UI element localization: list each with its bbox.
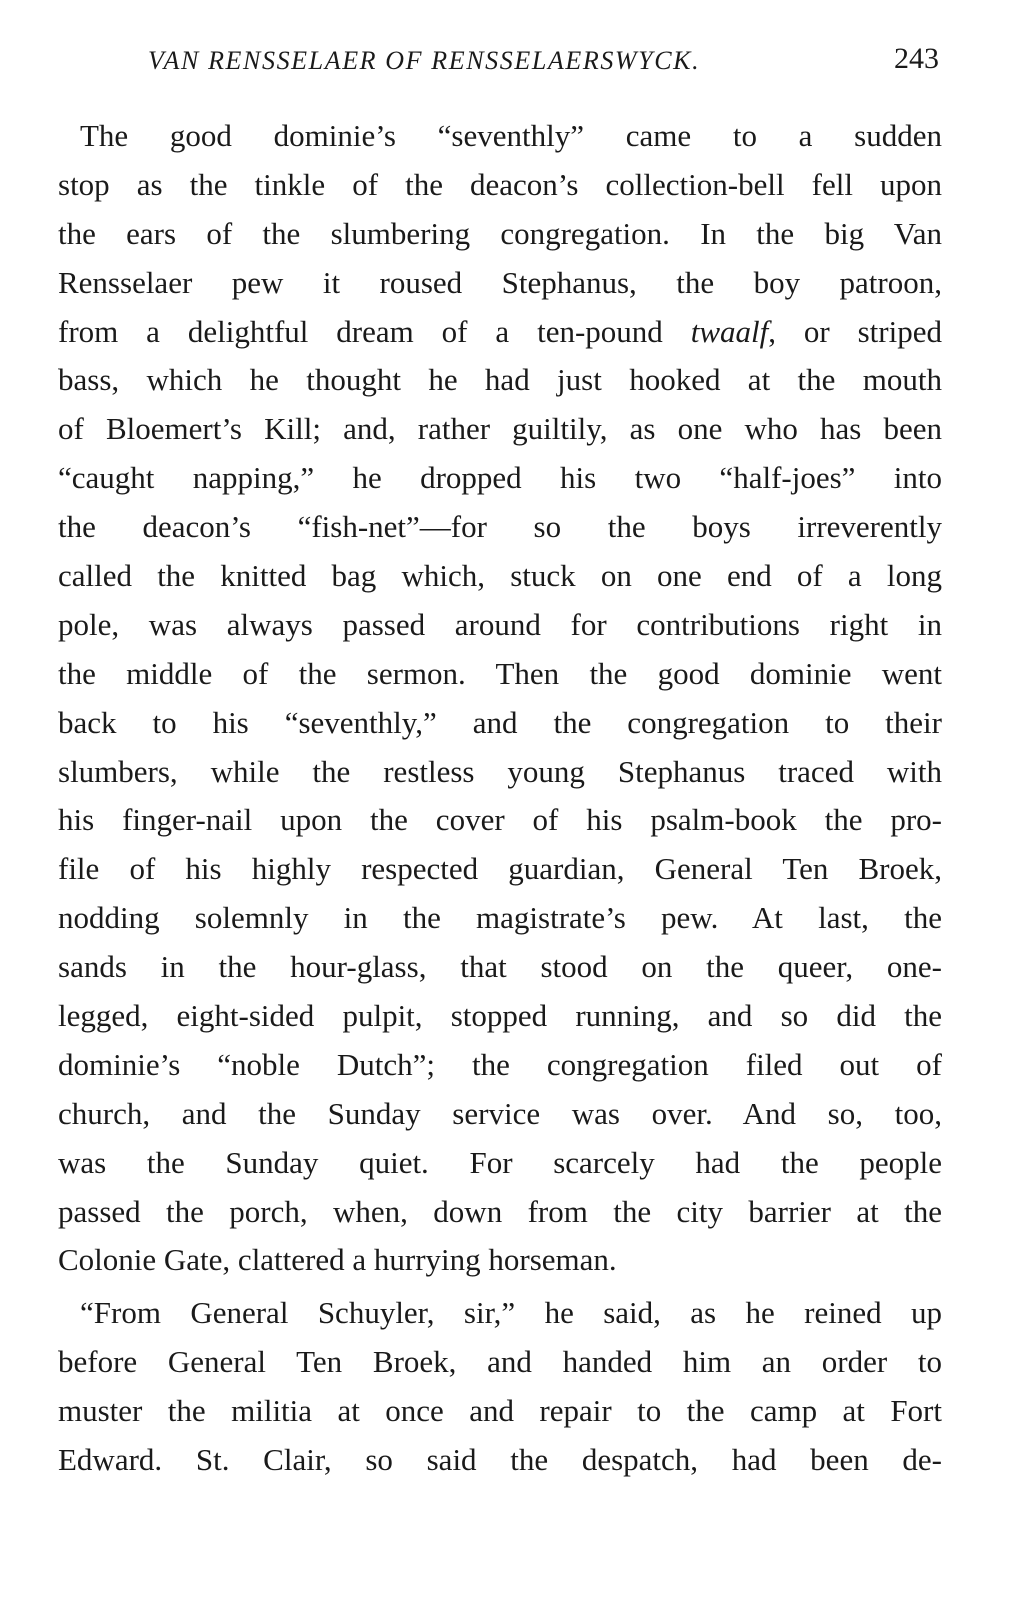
text-line: legged, eight-sided pulpit, stopped running, and so did the — [58, 998, 942, 1034]
text-line: The good dominie’s “seventhly” came to a sudden — [80, 118, 942, 153]
body-text — [58, 112, 942, 1485]
text-line: file of his highly respected guardian, General Ten Broek, — [58, 851, 942, 887]
text-line: the ears of the slumbering congregation. In the big Van — [58, 215, 942, 251]
text-line: bass, which he thought he had just hooked at the mouth — [58, 362, 942, 398]
text-line: Rensselaer pew it roused Stephanus, the boy patroon, — [58, 264, 942, 300]
paragraph-2 — [58, 1289, 942, 1485]
text-line: the deacon’s “fish-net”—for so the boys irreverently — [58, 509, 942, 545]
text-line: slumbers, while the restless young Stephanus traced with — [58, 753, 942, 789]
text-line: the middle of the sermon. Then the good dominie went — [58, 655, 942, 691]
text-line: of Bloemert’s Kill; and, rather guiltily, as one who has been — [58, 411, 942, 447]
text-line: Colonie Gate, clattered a hurrying horseman. — [58, 1242, 617, 1278]
text-line: muster the militia at once and repair to the camp at Fort — [58, 1393, 942, 1429]
text-line: dominie’s “noble Dutch”; the congregation filed out of — [58, 1046, 942, 1082]
text-line: pole, was always passed around for contributions right in — [58, 606, 942, 642]
text-line: was the Sunday quiet. For scarcely had the people — [58, 1144, 942, 1180]
running-title: VAN RENSSELAER OF RENSSELAERSWYCK. — [148, 46, 701, 75]
page-number: 243 — [894, 42, 939, 75]
text-line: before General Ten Broek, and handed him an order to — [58, 1344, 942, 1380]
text-line: from a delightful dream of a ten-pound twaalf, or striped — [58, 313, 942, 349]
text-line: stop as the tinkle of the deacon’s collection-bell fell upon — [58, 166, 942, 202]
text-line: nodding solemnly in the magistrate’s pew. At last, the — [58, 900, 942, 936]
text-line: Edward. St. Clair, so said the despatch, had been de- — [58, 1442, 942, 1478]
text-line: church, and the Sunday service was over. And so, too, — [58, 1095, 942, 1131]
paragraph-1 — [58, 112, 942, 1285]
text-line: back to his “seventhly,” and the congregation to their — [58, 704, 942, 740]
text-line: “From General Schuyler, sir,” he said, as he reined up — [80, 1295, 942, 1331]
text-line: passed the porch, when, down from the city barrier at the — [58, 1193, 942, 1229]
text-line: “caught napping,” he dropped his two “half-joes” into — [58, 460, 942, 496]
running-head — [0, 42, 1015, 82]
text-line: sands in the hour-glass, that stood on the queer, one- — [58, 949, 942, 985]
text-line: his finger-nail upon the cover of his psalm-book the pro- — [58, 802, 942, 838]
text-line: called the knitted bag which, stuck on one end of a long — [58, 558, 942, 594]
